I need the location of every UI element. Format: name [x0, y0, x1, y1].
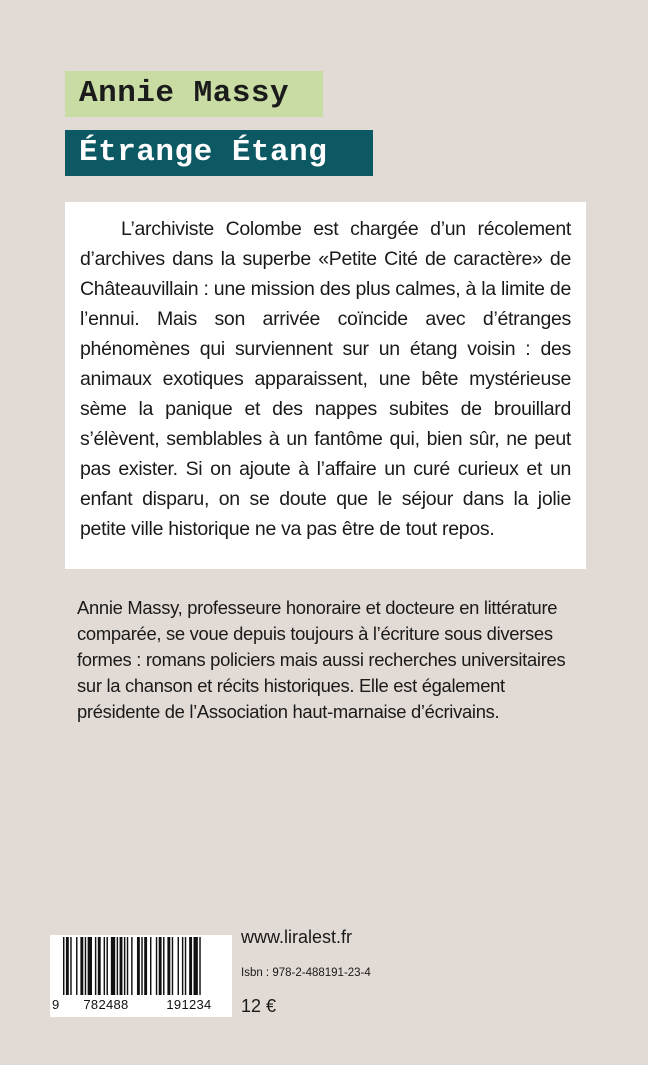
barcode-bar — [117, 937, 118, 995]
barcode-bar — [185, 937, 186, 995]
barcode-bar — [76, 937, 77, 995]
barcode-digit-left: 782488 — [83, 997, 129, 1012]
author-name: Annie Massy — [65, 71, 323, 117]
barcode-bar — [66, 937, 69, 995]
barcode-bar — [127, 937, 128, 995]
barcode-bar — [107, 937, 108, 995]
barcode-bar — [111, 937, 115, 995]
barcode-bar — [194, 937, 198, 995]
blurb-box — [65, 202, 586, 569]
barcode-bar — [120, 937, 123, 995]
barcode-digit-prefix: 9 — [52, 997, 60, 1012]
barcode-bar — [159, 937, 162, 995]
barcode-bar — [167, 937, 170, 995]
barcode-bar — [189, 937, 192, 995]
barcode-bar — [150, 937, 151, 995]
barcode-bar — [141, 937, 142, 995]
barcode-bar — [172, 937, 173, 995]
barcode — [50, 935, 232, 1017]
barcode-bars — [53, 937, 229, 995]
barcode-bar — [80, 937, 83, 995]
author-bio: Annie Massy, professeure honoraire et docteure en littérature comparée, se voue depuis toujours à l’écriture sous diverses formes : romans policiers mais aussi recherches universitaires sur la chanson et récits historiques. Elle est également présidente de l’Association haut-marnaise d’écrivains. — [77, 597, 566, 722]
barcode-digit-right: 191234 — [166, 997, 212, 1012]
barcode-bar — [98, 937, 101, 995]
barcode-bar — [137, 937, 140, 995]
barcode-bar — [156, 937, 157, 995]
barcode-bar — [131, 937, 132, 995]
barcode-bar — [199, 937, 200, 995]
book-title: Étrange Étang — [65, 130, 373, 176]
barcode-bar — [85, 937, 86, 995]
barcode-bar — [63, 937, 64, 995]
barcode-bar — [88, 937, 92, 995]
publisher-website: www.liralest.fr — [241, 927, 353, 947]
barcode-bar — [95, 937, 96, 995]
barcode-bar — [144, 937, 147, 995]
barcode-bar — [104, 937, 105, 995]
barcode-bar — [70, 937, 71, 995]
price: 12 € — [241, 996, 277, 1016]
isbn: Isbn : 978-2-488191-23-4 — [241, 967, 371, 979]
barcode-digits — [52, 997, 232, 1012]
barcode-bar — [163, 937, 164, 995]
blurb-text: L’archiviste Colombe est chargée d’un récolement d’archives dans la superbe «Petite Cité de caractère» de Châteauvillain : une mission des plus calmes, à la limite de l’ennui. Mais son arrivée coïncide avec d’étranges phénomènes qui surviennent sur un étang voisin : des animaux exotiques apparaissent, une bête mystérieuse sème la panique et des nappes subites de brouillard s’élèvent, semblables à un fantôme qui, bien sûr, ne peut pas exister. Si on ajoute à l’affaire un curé curieux et un enfant disparu, on se doute que le séjour dans la jolie petite ville historique ne va pas être de tout repos. — [80, 218, 571, 540]
barcode-bar — [182, 937, 183, 995]
barcode-bar — [124, 937, 125, 995]
barcode-bar — [178, 937, 179, 995]
